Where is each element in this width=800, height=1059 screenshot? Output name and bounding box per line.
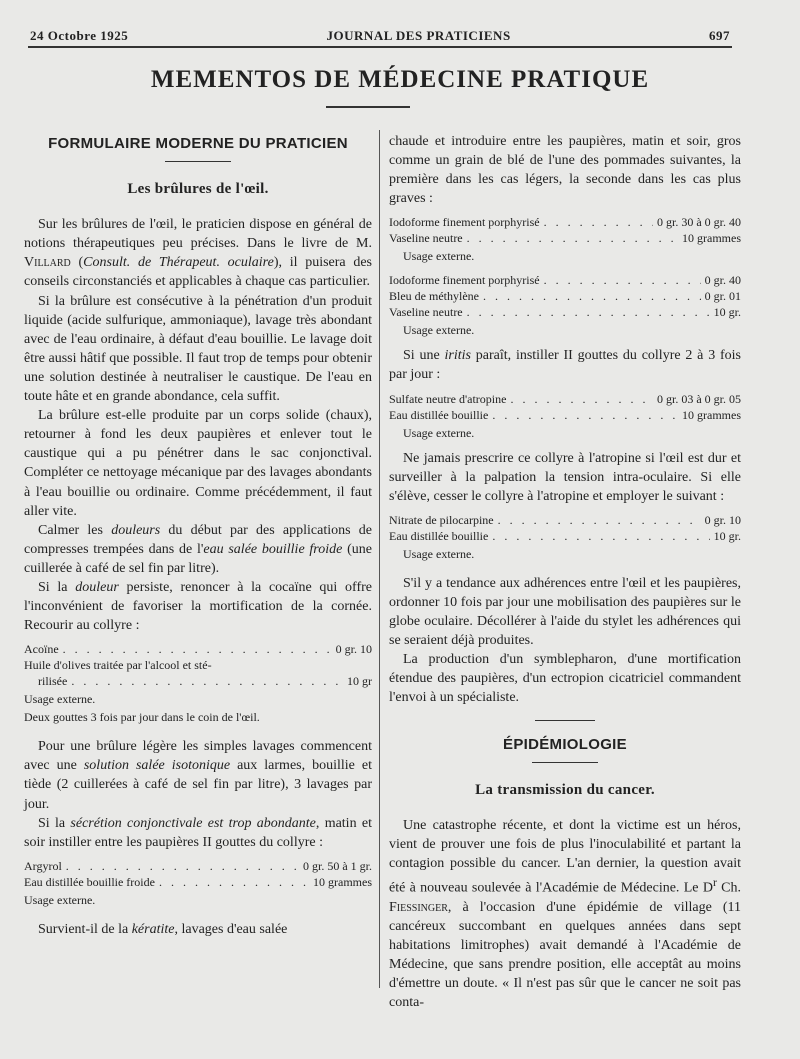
formula-row: Sulfate neutre d'atropine . . . 0 gr. 03 à 0 gr. 05 <box>389 391 741 407</box>
formula-row: Eau distillée bouillie . . . 10 gr. <box>389 528 741 544</box>
formula-row: Iodoforme finement porphyrisé . . . 0 gr. 30 à 0 gr. 40 <box>389 214 741 230</box>
paragraph: Pour une brûlure légère les simples lavages commencent avec une solution salée isotonique aux larmes, bouillie et tiède (2 cuillerées à café de sel fin par litre), 3 lavages par jour. <box>24 739 372 812</box>
paragraph: Si la brûlure est consécutive à la pénétration d'un produit liquide (acide sulfurique, ammoniaque), lavage très abondant avec de l'eau ordinaire, à défaut d'eau bouillie. Le lavage doit être aussi hâtif que possible. Il faut trop de temps pour obtenir une solution destinée à neutraliser le caustique. De l'eau en toute hâte et en grande abondance, cela suffit. <box>24 293 372 405</box>
formula-row: Huile d'olives traitée par l'alcool et sté- <box>24 658 212 673</box>
paragraph: La production d'un symblepharon, d'une mortification étendue des paupières, d'un ectropion cicatriciel commandent l'envoi à un spécialiste. <box>389 652 741 706</box>
paragraph: Si la douleur persiste, renoncer à la cocaïne qui offre l'inconvénient de favoriser la mortification de la cornée. Recourir au collyre : <box>24 579 372 634</box>
header-date: 24 Octobre 1925 <box>30 28 129 43</box>
usage-note: Usage externe. <box>403 249 475 264</box>
paragraph: Une catastrophe récente, et dont la victime est un héros, vient de prouver une fois de plus l'inoculabilité et partant la contagion possible du cancer. L'an dernier, la question avait été à nouveau soulevée à l'Académie de Médecine. Le $D^r$ Ch. Fiessinger, à l'occasion d'une épidémie de village (11 cancéreux succombant en quelques années dans sept habitations limitrophes) avait demandé à l'Académie de Médecine, que sans prendre position, elle acceptât au moins d'émettre un doute. « Il n'est pas sûr que le cancer ne soit pas conta- <box>389 817 741 1011</box>
section-rule <box>165 161 231 162</box>
formula-row: Acoïne . . . 0 gr. 10 <box>24 641 372 657</box>
formula-row: rilisée . . . 10 gr <box>24 673 372 689</box>
formula-row: Bleu de méthylène . . . 0 gr. 01 <box>389 288 741 304</box>
prescription-formula <box>389 272 741 338</box>
prescription-formula <box>24 641 372 725</box>
paragraph: Survient-il de la kératite, lavages d'eau salée <box>38 921 288 937</box>
usage-note: Usage externe. <box>403 425 475 440</box>
paragraph: La brûlure est-elle produite par un corps solide (chaux), retourner à fond les deux paupières et enlever tout le caustique qui a pu pénétrer dans le sac conjonctival. Compléter ce nettoyage mécanique par des lavages abondants à l'eau bouillie ou ordinaire. Comme précédemment, il faut aller vite. <box>24 408 372 519</box>
header-rule <box>28 46 732 48</box>
book-title: Consult. de Thérapeut. oculaire <box>83 255 274 271</box>
right-column <box>389 132 741 1012</box>
formula-row: Vaseline neutre . . . 10 gr. <box>389 304 741 320</box>
author-name: Villard <box>24 255 71 271</box>
paragraph: Si une iritis paraît, instiller II gouttes du collyre 2 à 3 fois par jour : <box>389 348 741 383</box>
paragraph: Si la sécrétion conjonctivale est trop abondante, matin et soir instiller entre les paupières II gouttes du collyre : <box>24 815 372 850</box>
formula-row: Vaseline neutre . . . 10 grammes <box>389 230 741 246</box>
usage-note: Usage externe. <box>403 546 475 561</box>
section-rule <box>535 720 595 721</box>
paragraph: chaude et introduire entre les paupières, matin et soir, gros comme un grain de blé de l'une des pommades suivantes, la première dans les cas légers, la seconde dans les cas plus graves : <box>389 134 741 207</box>
author-name: Fiessinger <box>389 899 448 915</box>
formula-row: Argyrol . . . 0 gr. 50 à 1 gr. <box>24 858 372 874</box>
formula-row: Eau distillée bouillie . . . 10 grammes <box>389 407 741 423</box>
formula-row: Nitrate de pilocarpine . . . 0 gr. 10 <box>389 512 741 528</box>
section-title-formulaire: FORMULAIRE MODERNE DU PRATICIEN <box>48 135 348 152</box>
article-subtitle-brulures: Les brûlures de l'œil. <box>127 181 269 198</box>
column-divider <box>379 130 380 988</box>
prescription-formula <box>24 858 372 908</box>
article-subtitle-cancer: La transmission du cancer. <box>475 781 655 798</box>
usage-note: Usage externe. <box>24 892 96 907</box>
header-journal: JOURNAL DES PRATICIENS <box>326 28 511 43</box>
section-title-epidemiologie: ÉPIDÉMIOLOGIE <box>503 735 627 753</box>
paragraph: S'il y a tendance aux adhérences entre l'œil et les paupières, ordonner 10 fois par jour une mobilisation des paupières sur le globe oculaire. Décollérer à l'aide du stylet les adhérences qui se seraient déjà produites. <box>389 575 741 649</box>
prescription-formula <box>389 391 741 441</box>
dosage-note: Deux gouttes 3 fois par jour dans le coin de l'œil. <box>24 710 260 725</box>
usage-note: Usage externe. <box>403 323 475 338</box>
header-page-number: 697 <box>708 28 730 43</box>
paragraph: Ne jamais prescrire ce collyre à l'atropine si l'œil est dur et surveiller à la palpation la tension intra-oculaire. Si elle s'élève, cesser le collyre à l'atropine et employer le suivant : <box>389 450 741 504</box>
paragraph: Sur les brûlures de l'œil, le praticien dispose en général de notions thérapeutiques peu précises. Dans le livre de M. Villard (Consult. de Thérapeut. oculaire), il puisera des conseils circonstanciés et applicables à chaque cas particulier. <box>24 217 373 290</box>
paragraph: Calmer les douleurs du début par des applications de compresses trempées dans de l'eau salée bouillie froide (une cuillerée à café de sel fin par litre). <box>24 522 372 576</box>
page-title: MEMENTOS DE MÉDECINE PRATIQUE <box>150 66 650 93</box>
left-column <box>24 134 372 939</box>
section-rule <box>532 762 598 763</box>
prescription-formula <box>389 214 741 264</box>
prescription-formula <box>389 512 741 562</box>
formula-row: Eau distillée bouillie froide . . . 10 grammes <box>24 874 372 890</box>
formula-row: Iodoforme finement porphyrisé . . . 0 gr. 40 <box>389 272 741 288</box>
usage-note: Usage externe. <box>24 692 96 707</box>
title-rule <box>326 106 410 108</box>
running-header <box>30 26 730 46</box>
